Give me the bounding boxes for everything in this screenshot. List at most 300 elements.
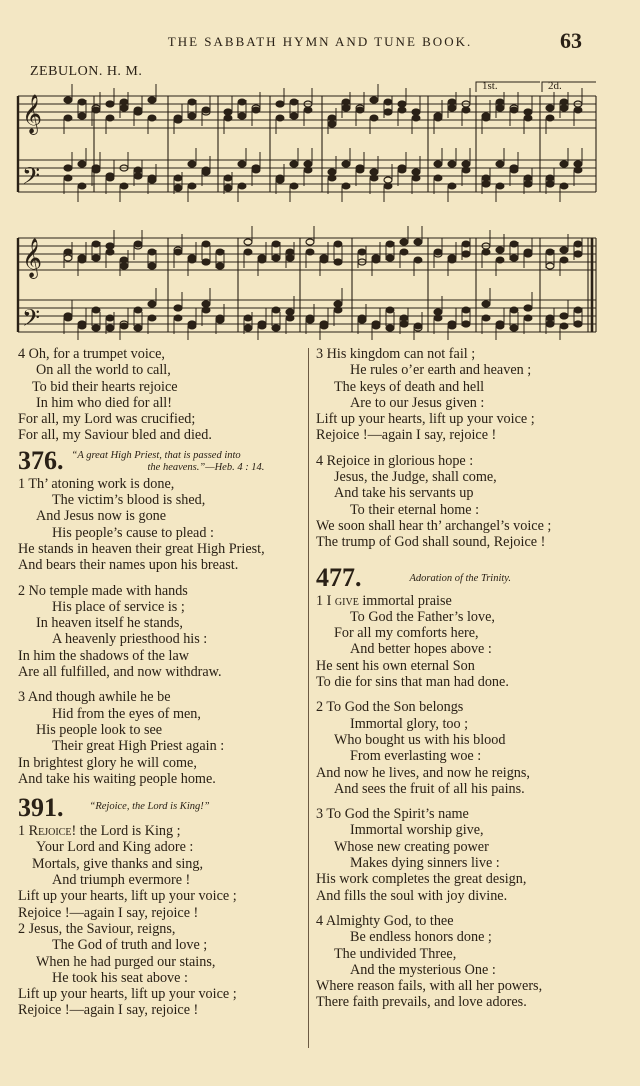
note-head bbox=[462, 167, 470, 173]
note-head bbox=[92, 167, 100, 173]
note-head bbox=[290, 183, 298, 189]
note-head bbox=[78, 113, 86, 119]
verse-line: And fills the soul with joy divine. bbox=[316, 887, 508, 904]
note-head bbox=[252, 167, 260, 173]
note-head bbox=[400, 239, 408, 245]
note-head bbox=[272, 255, 280, 261]
verse-line: There faith prevails, and love adores. bbox=[316, 994, 527, 1011]
note-head bbox=[286, 249, 294, 255]
note-head bbox=[434, 175, 442, 181]
verse-line: 1 Th’ atoning work is done, bbox=[18, 475, 175, 492]
note-head bbox=[120, 263, 128, 269]
note-head bbox=[546, 249, 554, 255]
note-head bbox=[272, 325, 280, 331]
note-head bbox=[290, 113, 298, 119]
note-head bbox=[120, 105, 128, 111]
note-head bbox=[434, 309, 442, 315]
note-head bbox=[148, 175, 156, 181]
verse-line: We soon shall hear th’ archangel’s voice ; bbox=[316, 517, 552, 534]
note-head bbox=[306, 239, 314, 245]
staff-lines bbox=[18, 96, 596, 332]
hymn-number: 477. bbox=[316, 562, 362, 592]
note-head bbox=[370, 115, 378, 121]
note-head bbox=[342, 105, 350, 111]
verse-line: For all, my Lord was crucified; bbox=[18, 411, 196, 428]
verse-line: Makes dying sinners live : bbox=[350, 855, 500, 872]
note-head bbox=[78, 99, 86, 105]
verse-line: He sent his own eternal Son bbox=[316, 657, 475, 674]
note-head bbox=[386, 241, 394, 247]
hymn-number: 391. bbox=[18, 793, 64, 823]
verse-line: Lift up your hearts, lift up your voice ; bbox=[18, 888, 237, 905]
hymn-391-verse-4 bbox=[316, 453, 616, 551]
note-head bbox=[64, 165, 72, 171]
verse-line: Are to our Jesus given : bbox=[350, 394, 485, 411]
note-head bbox=[224, 175, 232, 181]
note-head bbox=[370, 97, 378, 103]
note-head bbox=[328, 115, 336, 121]
note-head bbox=[414, 239, 422, 245]
note-head bbox=[134, 241, 142, 247]
note-head bbox=[384, 183, 392, 189]
note-head bbox=[546, 181, 554, 187]
note-head bbox=[524, 315, 532, 321]
note-head bbox=[482, 301, 490, 307]
note-head bbox=[448, 99, 456, 105]
note-head bbox=[286, 315, 294, 321]
note-head bbox=[286, 309, 294, 315]
note-head bbox=[188, 99, 196, 105]
note-head bbox=[448, 105, 456, 111]
verse-line: He stands in heaven their great High Priest, bbox=[18, 540, 265, 557]
verse-line bbox=[18, 823, 306, 839]
note-head bbox=[106, 115, 114, 121]
note-head bbox=[560, 323, 568, 329]
first-word: give bbox=[334, 592, 359, 609]
note-head bbox=[358, 249, 366, 255]
note-head bbox=[120, 99, 128, 105]
note-head bbox=[482, 249, 490, 255]
note-head bbox=[412, 115, 420, 121]
note-head bbox=[496, 247, 504, 253]
note-head bbox=[400, 315, 408, 321]
note-head bbox=[148, 263, 156, 269]
note-head bbox=[574, 241, 582, 247]
verse-number: 1 bbox=[18, 823, 29, 840]
verse-line: Lift up your hearts, lift up your voice ; bbox=[18, 986, 237, 1003]
note-head bbox=[174, 185, 182, 191]
verse-line: And the mysterious One : bbox=[350, 961, 496, 978]
volta-bracket-second-icon bbox=[542, 82, 596, 92]
note-head bbox=[524, 175, 532, 181]
note-head bbox=[238, 113, 246, 119]
right-column bbox=[316, 346, 616, 1011]
note-head bbox=[434, 115, 442, 121]
note-head bbox=[252, 107, 260, 113]
volta-first-ending: 1st. bbox=[482, 80, 498, 92]
note-head bbox=[524, 181, 532, 187]
hymn-391-verse-3 bbox=[316, 346, 616, 444]
verse-line: Be endless honors done ; bbox=[350, 929, 492, 946]
note-head bbox=[202, 241, 210, 247]
hymn-477-verse-3 bbox=[316, 806, 616, 904]
verse-line: The trump of God shall sound, Rejoice ! bbox=[316, 534, 546, 551]
note-head bbox=[64, 115, 72, 121]
note-head bbox=[106, 101, 114, 107]
verse-line: To die for sins that man had done. bbox=[316, 674, 509, 691]
note-head bbox=[574, 161, 582, 167]
volta-bracket-first-icon bbox=[476, 82, 540, 92]
note-head bbox=[510, 307, 518, 313]
verse-line: And triumph evermore ! bbox=[52, 872, 191, 889]
note-head bbox=[334, 307, 342, 313]
note-head bbox=[106, 249, 114, 255]
note-head bbox=[134, 167, 142, 173]
note-head bbox=[434, 249, 442, 255]
note-head bbox=[560, 183, 568, 189]
note-head bbox=[560, 247, 568, 253]
note-head bbox=[92, 255, 100, 261]
note-head bbox=[342, 161, 350, 167]
note-head bbox=[258, 323, 266, 329]
note-head bbox=[188, 257, 196, 263]
note-head bbox=[482, 115, 490, 121]
note-head bbox=[328, 169, 336, 175]
note-head bbox=[448, 257, 456, 263]
note-head bbox=[412, 109, 420, 115]
note-head bbox=[64, 255, 72, 261]
verse-number: 1 I bbox=[316, 592, 335, 609]
note-head bbox=[148, 249, 156, 255]
note-head bbox=[188, 323, 196, 329]
note-head bbox=[358, 315, 366, 321]
note-head bbox=[398, 107, 406, 113]
note-head bbox=[106, 175, 114, 181]
note-head bbox=[560, 99, 568, 105]
note-head bbox=[414, 257, 422, 263]
hymn-376-verse-3 bbox=[18, 689, 306, 787]
note-head bbox=[202, 301, 210, 307]
note-head bbox=[202, 259, 210, 265]
verse-line: Your Lord and King adore : bbox=[36, 839, 194, 856]
bass-clef-icon: 𝄢 bbox=[22, 304, 41, 337]
verse-line: Their great High Priest again : bbox=[52, 738, 225, 755]
verse-line: Immortal glory, too ; bbox=[350, 715, 469, 732]
verse-line: The victim’s blood is shed, bbox=[52, 492, 206, 509]
note-head bbox=[304, 161, 312, 167]
note-head bbox=[482, 315, 490, 321]
verse-line: Are all fulfilled, and now withdraw. bbox=[18, 664, 222, 681]
note-head bbox=[272, 241, 280, 247]
note-head bbox=[462, 241, 470, 247]
note-head bbox=[398, 167, 406, 173]
note-head bbox=[400, 321, 408, 327]
verse-line: Where reason fails, with all her powers, bbox=[316, 978, 543, 995]
column-divider bbox=[308, 348, 309, 1048]
note-head bbox=[574, 307, 582, 313]
note-head bbox=[462, 251, 470, 257]
verse-line: In brightest glory he will come, bbox=[18, 754, 197, 771]
note-head bbox=[546, 115, 554, 121]
verse-line: 3 And though awhile he be bbox=[18, 689, 171, 706]
note-head bbox=[434, 315, 442, 321]
note-head bbox=[92, 325, 100, 331]
note-head bbox=[106, 325, 114, 331]
note-head bbox=[496, 161, 504, 167]
note-head bbox=[216, 315, 224, 321]
verse-line: 4 Rejoice in glorious hope : bbox=[316, 452, 474, 469]
hymn-376-heading bbox=[18, 445, 306, 475]
note-head bbox=[546, 175, 554, 181]
verse-line: On all the world to call, bbox=[36, 362, 171, 379]
note-head bbox=[356, 167, 364, 173]
note-head bbox=[328, 121, 336, 127]
note-head bbox=[188, 183, 196, 189]
tune-name: ZEBULON. H. M. bbox=[30, 64, 143, 79]
verse-line: To bid their hearts rejoice bbox=[32, 378, 178, 395]
music-notes bbox=[64, 84, 582, 340]
note-head bbox=[258, 257, 266, 263]
note-head bbox=[384, 177, 392, 183]
note-head bbox=[546, 315, 554, 321]
verse-line bbox=[316, 593, 616, 609]
verse-line: Hid from the eyes of men, bbox=[52, 705, 201, 722]
note-head bbox=[174, 305, 182, 311]
verse-line: And take his waiting people home. bbox=[18, 770, 216, 787]
volta-second-ending: 2d. bbox=[548, 80, 562, 92]
note-head bbox=[496, 99, 504, 105]
note-head bbox=[546, 263, 554, 269]
note-head bbox=[414, 323, 422, 329]
running-head: THE SABBATH HYMN AND TUNE BOOK. bbox=[167, 34, 473, 49]
note-head bbox=[356, 107, 364, 113]
note-head bbox=[304, 167, 312, 173]
verse-line: Whose new creating power bbox=[334, 838, 489, 855]
hymn-477-heading bbox=[316, 562, 616, 592]
note-head bbox=[120, 183, 128, 189]
treble-clef-icon: 𝄞 bbox=[22, 94, 43, 134]
verse-line: Mortals, give thanks and sing, bbox=[32, 855, 204, 872]
note-head bbox=[546, 105, 554, 111]
hymn-477-verse-1 bbox=[316, 593, 616, 691]
note-head bbox=[120, 257, 128, 263]
note-head bbox=[496, 323, 504, 329]
verse-line: Rejoice !—again I say, rejoice ! bbox=[316, 427, 497, 444]
verse-line: In him who died for all! bbox=[36, 394, 172, 411]
note-head bbox=[202, 167, 210, 173]
note-head bbox=[482, 175, 490, 181]
note-head bbox=[370, 169, 378, 175]
note-head bbox=[510, 107, 518, 113]
verse-line: Jesus, the Judge, shall come, bbox=[334, 469, 497, 486]
first-word: Rejoice bbox=[28, 823, 72, 840]
verse-line: When he had purged our stains, bbox=[36, 953, 216, 970]
note-head bbox=[148, 301, 156, 307]
note-head bbox=[120, 323, 128, 329]
hymn-391-heading bbox=[18, 795, 306, 821]
verse-line: 3 His kingdom can not fail ; bbox=[316, 346, 476, 362]
note-head bbox=[290, 99, 298, 105]
note-head bbox=[238, 183, 246, 189]
note-head bbox=[386, 325, 394, 331]
note-head bbox=[306, 249, 314, 255]
note-head bbox=[78, 257, 86, 263]
note-head bbox=[306, 315, 314, 321]
hymn-376-verse-1 bbox=[18, 476, 306, 574]
verse-line: 2 Jesus, the Saviour, reigns, bbox=[18, 920, 176, 937]
note-head bbox=[188, 161, 196, 167]
note-head bbox=[496, 257, 504, 263]
note-head bbox=[320, 257, 328, 263]
note-head bbox=[64, 175, 72, 181]
note-head bbox=[244, 325, 252, 331]
verse-line: His people look to see bbox=[36, 721, 163, 738]
note-head bbox=[290, 161, 298, 167]
note-head bbox=[148, 315, 156, 321]
note-head bbox=[370, 175, 378, 181]
verse-line: To God the Father’s love, bbox=[350, 608, 495, 625]
note-head bbox=[524, 109, 532, 115]
hymn-caption bbox=[72, 448, 265, 474]
note-head bbox=[386, 307, 394, 313]
note-head bbox=[224, 109, 232, 115]
note-head bbox=[320, 323, 328, 329]
note-head bbox=[448, 183, 456, 189]
page-number: 63 bbox=[560, 28, 582, 53]
caption-line: the heavens.”—Heb. 4 : 14. bbox=[147, 461, 265, 473]
note-head bbox=[244, 315, 252, 321]
note-head bbox=[216, 263, 224, 269]
verse-line: To their eternal home : bbox=[350, 501, 480, 518]
verse-line: And Jesus now is gone bbox=[36, 508, 167, 525]
clefs bbox=[22, 94, 42, 337]
note-head bbox=[148, 97, 156, 103]
note-head bbox=[92, 307, 100, 313]
note-head bbox=[64, 249, 72, 255]
note-head bbox=[244, 239, 252, 245]
note-head bbox=[510, 167, 518, 173]
note-head bbox=[560, 257, 568, 263]
treble-clef-icon: 𝄞 bbox=[22, 238, 43, 278]
note-head bbox=[462, 161, 470, 167]
verse-line: Rejoice !—again I say, rejoice ! bbox=[18, 1002, 199, 1019]
verse-line: The keys of death and hell bbox=[334, 378, 485, 395]
note-head bbox=[524, 305, 532, 311]
verse-line: And take his servants up bbox=[334, 485, 474, 502]
note-head bbox=[372, 257, 380, 263]
note-head bbox=[384, 109, 392, 115]
hymn-376-verse-2 bbox=[18, 583, 306, 681]
note-head bbox=[560, 313, 568, 319]
verse-line: Rejoice !—again I say, rejoice ! bbox=[18, 904, 199, 921]
verse-line: In heaven itself he stands, bbox=[36, 615, 183, 632]
note-head bbox=[342, 99, 350, 105]
verse-line: 4 Oh, for a trumpet voice, bbox=[18, 346, 165, 362]
caption-line: “A great High Priest, that is passed into bbox=[71, 449, 241, 461]
left-column bbox=[18, 346, 306, 1019]
note-head bbox=[134, 173, 142, 179]
note-head bbox=[286, 255, 294, 261]
verse-line: He took his seat above : bbox=[52, 969, 188, 986]
hymn-391-verse-2 bbox=[18, 921, 306, 1019]
verse-line: Who bought us with his blood bbox=[334, 731, 506, 748]
note-head bbox=[224, 115, 232, 121]
note-head bbox=[174, 315, 182, 321]
note-head bbox=[560, 161, 568, 167]
note-head bbox=[462, 107, 470, 113]
note-head bbox=[574, 107, 582, 113]
previous-hymn-verse-4 bbox=[18, 346, 306, 444]
note-head bbox=[148, 115, 156, 121]
note-head bbox=[448, 161, 456, 167]
note-head bbox=[510, 325, 518, 331]
note-head bbox=[496, 183, 504, 189]
hymn-caption: “Rejoice, the Lord is King!” bbox=[89, 801, 210, 813]
note-head bbox=[334, 259, 342, 265]
verse-line: And better hopes above : bbox=[350, 641, 492, 658]
verse-line: Immortal worship give, bbox=[350, 822, 484, 839]
note-head bbox=[398, 101, 406, 107]
note-head bbox=[92, 107, 100, 113]
note-head bbox=[510, 241, 518, 247]
note-head bbox=[174, 249, 182, 255]
note-head bbox=[272, 307, 280, 313]
volta-brackets bbox=[476, 82, 596, 92]
hymn-391-verse-1 bbox=[18, 823, 306, 921]
verse-line: He rules o’er earth and heaven ; bbox=[350, 362, 532, 379]
verse-line: The God of truth and love ; bbox=[52, 937, 208, 954]
note-head bbox=[106, 243, 114, 249]
note-head bbox=[448, 323, 456, 329]
verse-line: For all, my Saviour bled and died. bbox=[18, 427, 212, 444]
note-head bbox=[174, 175, 182, 181]
verse-line: 4 Almighty God, to thee bbox=[316, 912, 454, 929]
note-head bbox=[106, 315, 114, 321]
verse-line: For all my comforts here, bbox=[334, 625, 479, 642]
note-head bbox=[134, 325, 142, 331]
note-head bbox=[328, 175, 336, 181]
note-head bbox=[244, 249, 252, 255]
verse-line: 3 To God the Spirit’s name bbox=[316, 806, 469, 823]
note-head bbox=[496, 105, 504, 111]
note-head bbox=[224, 185, 232, 191]
verse-line: His work completes the great design, bbox=[316, 871, 527, 888]
note-head bbox=[334, 301, 342, 307]
note-head bbox=[216, 249, 224, 255]
hymn-caption: Adoration of the Trinity. bbox=[409, 572, 512, 584]
note-head bbox=[78, 183, 86, 189]
note-head bbox=[400, 249, 408, 255]
verse-line: And now he lives, and now he reigns, bbox=[316, 764, 530, 781]
verse-line: 2 To God the Son belongs bbox=[316, 699, 464, 716]
note-head bbox=[202, 107, 210, 113]
note-head bbox=[574, 321, 582, 327]
note-head bbox=[78, 323, 86, 329]
hymn-477-verse-4 bbox=[316, 913, 616, 1011]
note-head bbox=[342, 183, 350, 189]
note-head bbox=[384, 99, 392, 105]
note-head bbox=[524, 115, 532, 121]
verse-line: 2 No temple made with hands bbox=[18, 582, 188, 599]
note-head bbox=[462, 321, 470, 327]
note-head bbox=[304, 107, 312, 113]
note-head bbox=[78, 161, 86, 167]
first-line-rest: immortal praise bbox=[358, 592, 452, 609]
verse-line: From everlasting woe : bbox=[350, 748, 482, 765]
verse-line: Lift up your hearts, lift up your voice ; bbox=[316, 411, 535, 428]
hymn-477-verse-2 bbox=[316, 699, 616, 797]
note-head bbox=[334, 241, 342, 247]
